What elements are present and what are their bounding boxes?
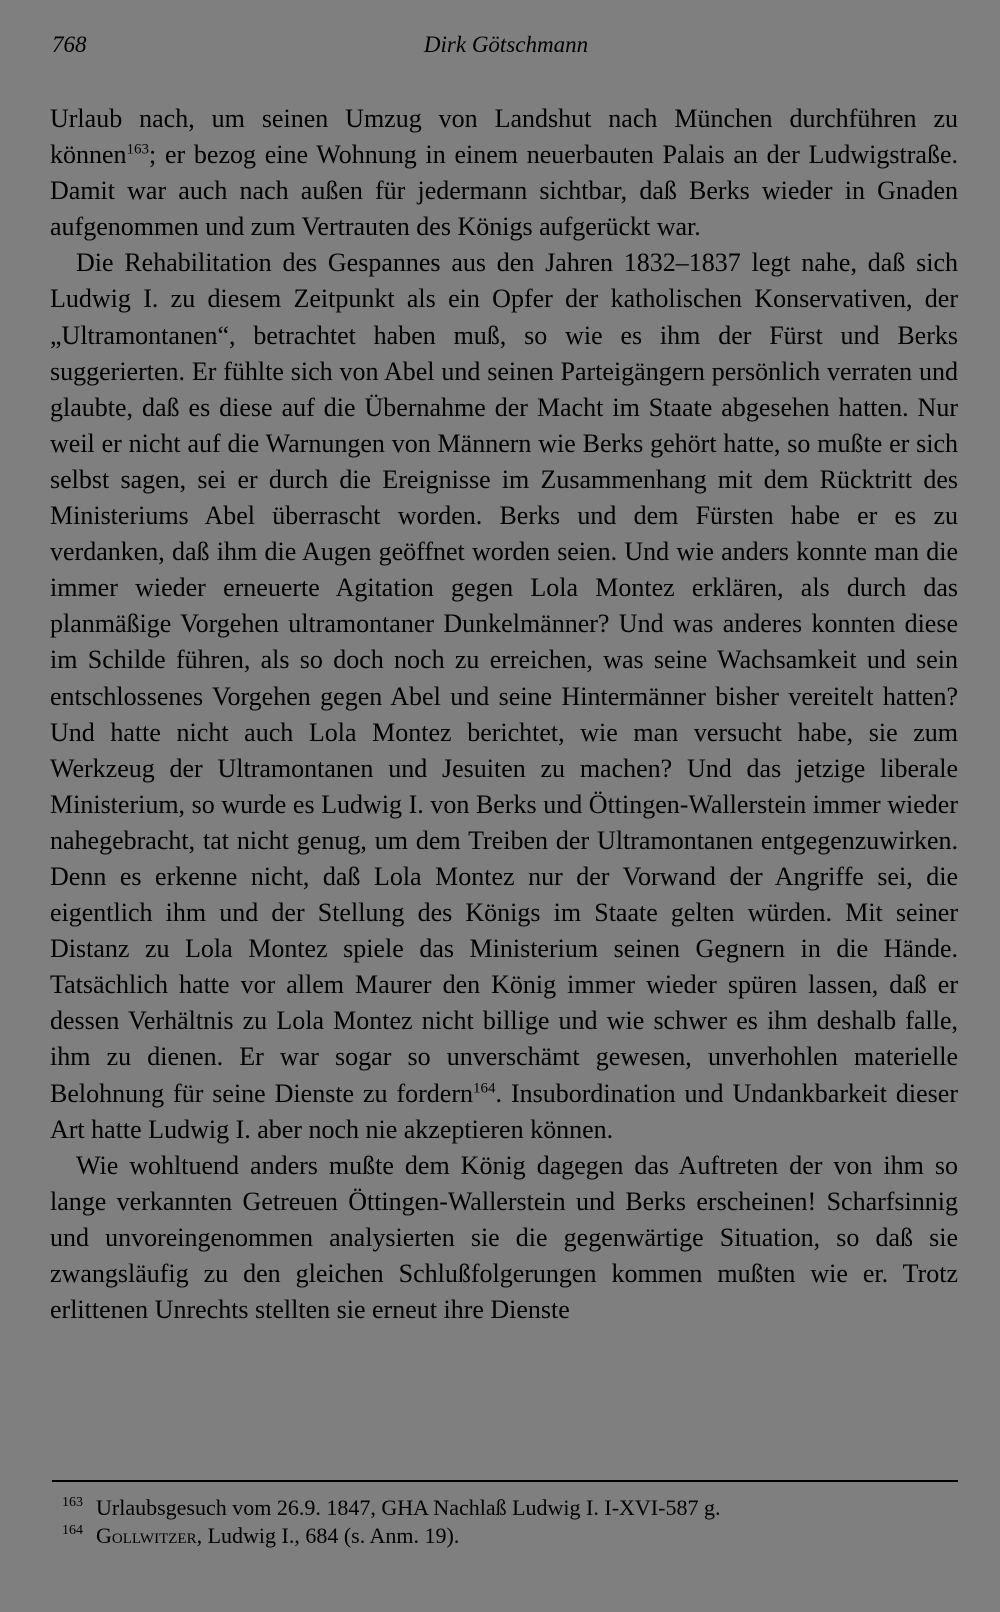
- footnote-author: Gollwitzer: [96, 1523, 197, 1548]
- paragraph-rehabilitation: [50, 245, 958, 1147]
- paragraph-text: . Insubordination und Undankbarkeit dieser Art hatte Ludwig I. aber noch nie akzeptieren können.: [50, 1078, 958, 1144]
- footnote-reference-163: 163: [126, 141, 150, 158]
- paragraph-continued: [50, 101, 958, 245]
- page-header: [52, 32, 960, 68]
- footnote-164: [52, 1522, 958, 1550]
- paragraph-text: Die Rehabilitation des Gespannes aus den Jahren 1832–1837 legt nahe, daß sich Ludwig I. zu diesem Zeitpunkt als ein Opfer der katholischen Konservativen, der „Ultramontanen“, betrachtet haben muß, so wie es ihm der Fürst und Berks suggerierten. Er fühlte sich von Abel und seinen Parteigängern persönlich verraten und glaubte, daß es diese auf die Übernahme der Macht im Staate abgesehen hatten. Nur weil er nicht auf die Warnungen von Männern wie Berks gehört hatte, so mußte er sich selbst sagen, sei er durch die Ereignisse im Zusammenhang mit dem Rücktritt des Ministeriums Abel überrascht worden. Berks und dem Fürsten habe er es zu verdanken, daß ihm die Augen geöffnet worden seien. Und wie anders konnte man die immer wieder erneuerte Agitation gegen Lola Montez erklären, als durch das planmäßige Vorgehen ultramontaner Dunkelmänner? Und was anderes konnten diese im Schilde führen, als so doch noch zu erreichen, was seine Wachsamkeit und sein entschlossenes Vorgehen gegen Abel und seine Hintermänner bisher vereitelt hatten? Und hatte nicht auch Lola Montez berichtet, wie man versucht habe, sie zum Werkzeug der Ultramontanen und Jesuiten zu machen? Und das jetzige liberale Ministerium, so wurde es Ludwig I. von Berks und Öttingen-Wallerstein immer wieder nahegebracht, tat nicht genug, um dem Treiben der Ultramontanen entgegenzuwirken. Denn es erkenne nicht, daß Lola Montez nur der Vorwand der Angriffe sei, die eigentlich ihm und der Stellung des Königs im Staate gelten würden. Mit seiner Distanz zu Lola Montez spiele das Ministerium seinen Gegnern in die Hände. Tatsächlich hatte vor allem Maurer den König immer wieder spüren lassen, daß er dessen Verhältnis zu Lola Montez nicht billige und wie schwer es ihm deshalb falle, ihm zu dienen. Er war sogar so unverschämt gewesen, unverhohlen materielle Belohnung für seine Dienste zu fordern: [50, 248, 958, 1108]
- paragraph-wohltuend: [50, 1148, 958, 1328]
- paragraph-text: Urlaub nach, um seinen Umzug von Landshut nach München durchführen zu können: [50, 104, 958, 170]
- footnote-number: 163: [62, 1495, 83, 1510]
- page-number: 768: [52, 32, 87, 57]
- footnotes: [52, 1494, 958, 1550]
- footnote-163: [52, 1494, 958, 1522]
- footnote-text: , Ludwig I., 684 (s. Anm. 19).: [196, 1523, 460, 1548]
- body-text: [50, 101, 958, 1328]
- footnote-number: 164: [62, 1523, 83, 1538]
- footnote-text: Urlaubsgesuch vom 26.9. 1847, GHA Nachlaß Ludwig I. I-XVI-587 g.: [96, 1495, 721, 1520]
- footnote-reference-164: 164: [473, 1079, 496, 1096]
- paragraph-text: Wie wohltuend anders mußte dem König dagegen das Auftreten der von ihm so lange verkannten Getreuen Öttingen-Wallerstein und Berks erscheinen! Scharfsinnig und unvoreingenommen analysierten sie die gegenwärtige Situation, so daß sie zwangsläufig zu den gleichen Schlußfolgerungen kommen mußten wie er. Trotz erlittenen Unrechts stellten sie erneut ihre Dienste: [50, 1150, 958, 1325]
- paragraph-text: ; er bezog eine Wohnung in einem neuerbauten Palais an der Ludwigstraße. Damit war auch nach außen für jedermann sichtbar, daß Berks wieder in Gnaden aufgenommen und zum Vertrauten des Königs aufgerückt war.: [50, 140, 958, 242]
- footnote-divider: [52, 1480, 958, 1482]
- running-head-author: Dirk Götschmann: [423, 32, 589, 57]
